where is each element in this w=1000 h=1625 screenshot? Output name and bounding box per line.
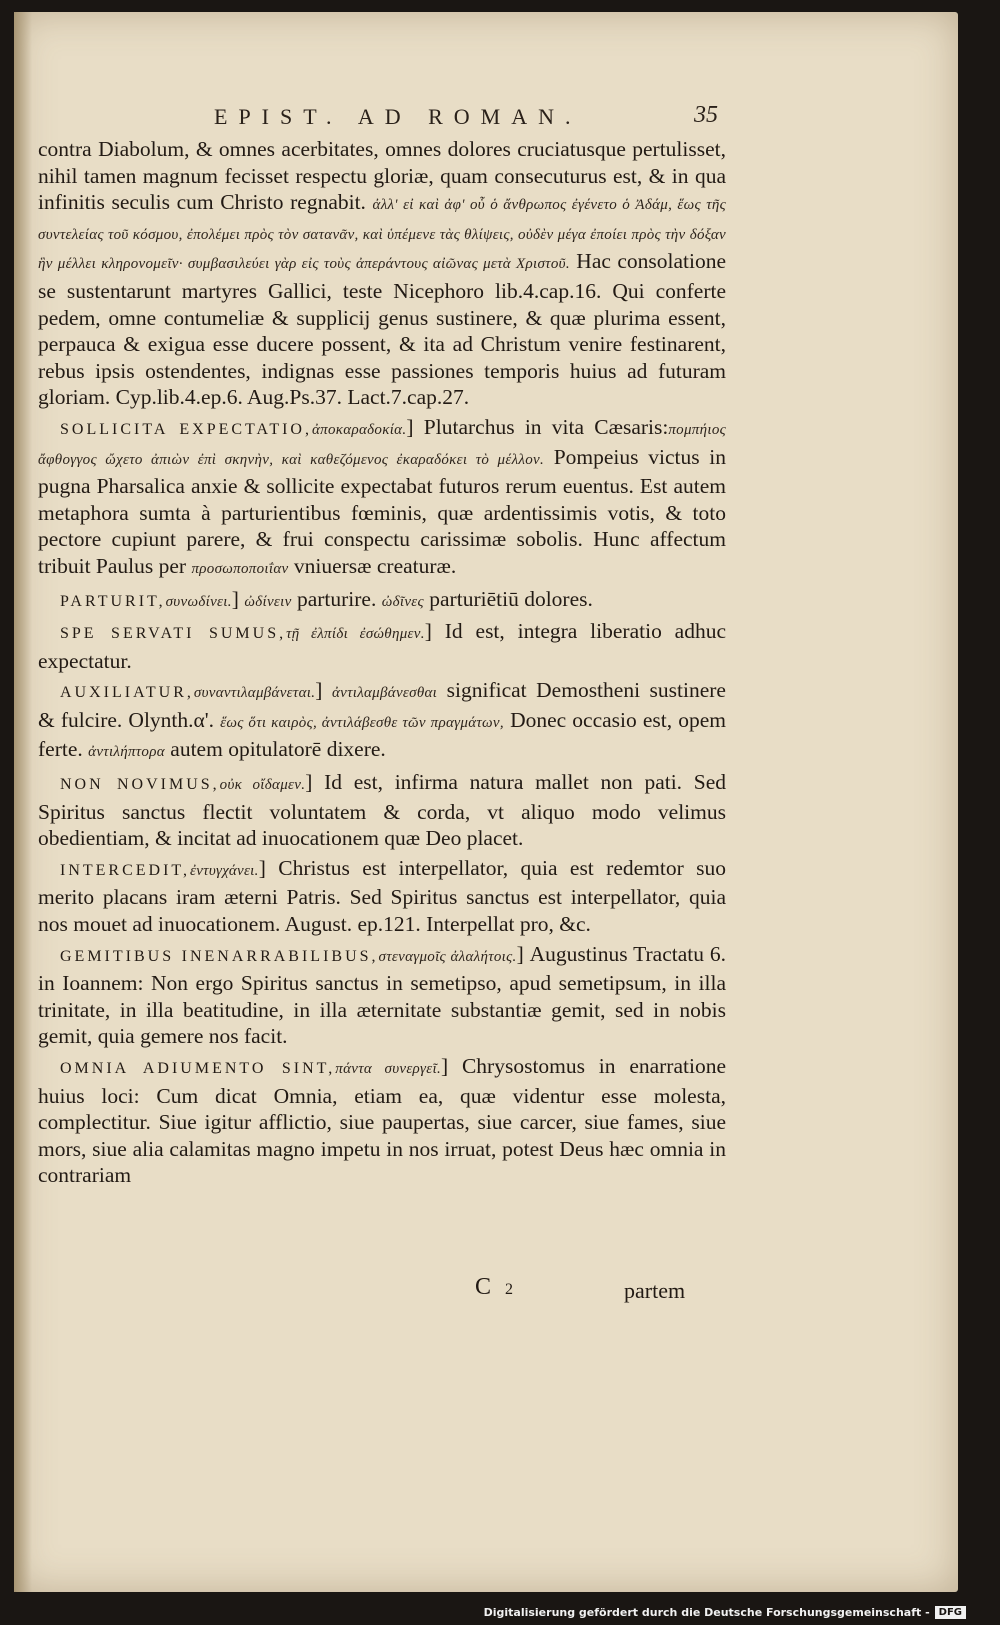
commentary-entry bbox=[38, 855, 726, 938]
greek-quotation: ἀποκαραδοκία. bbox=[311, 421, 407, 438]
latin-text: ] Id est, infirma natura mallet non pati. Sed Spiritus sanctus flectit voluntatem & corda, vt aliquo modo velimus obedientiam, & incitat ad inuocationem quæ Deo placet. bbox=[38, 770, 727, 851]
lemma-heading: OMNIA ADIUMENTO SINT, bbox=[60, 1060, 336, 1077]
dfg-logo: DFG bbox=[935, 1606, 966, 1619]
catchword: partem bbox=[624, 1278, 686, 1303]
page-body-text bbox=[38, 136, 726, 1189]
greek-quotation: στεναγμοῖς ἀλαλήτοις. bbox=[378, 948, 517, 965]
latin-text: parturire. bbox=[291, 586, 382, 611]
lemma-heading: GEMITIBUS INENARRABILIBUS, bbox=[60, 947, 379, 965]
lemma-heading: NON NOVIMUS, bbox=[60, 776, 220, 794]
commentary-entry bbox=[38, 1053, 726, 1189]
latin-text: significat Demostheni sustinere & fulcire. Olynth.α'. bbox=[38, 678, 726, 732]
commentary-paragraph bbox=[38, 136, 726, 411]
commentary-entry bbox=[38, 677, 726, 766]
greek-quotation: ἕως ὅτι καιρὸς, ἀντιλάβεσθε τῶν πραγμάτων, bbox=[220, 714, 504, 731]
greek-quotation: ὠδῖνες bbox=[381, 593, 424, 610]
page-number: 35 bbox=[694, 102, 718, 128]
latin-text: ] Augustinus Tractatu 6. in Ioannem: Non ergo Spiritus sanctus in semetipso, apud semetipsum, in illa trinitate, in illa beatitudine, in illa æternitate substantiæ gemit, sed in nobis gemit, quia gemere nos facit. bbox=[38, 941, 727, 1049]
latin-text: Pompeius victus in pugna Pharsalica anxie & sollicite expectabat futuros rerum euentus. Est autem metaphora sumta à parturientibus fœminis, quæ ardentissimis votis, & toto pectore cupiunt parere, & frui conspectu carissimæ sobolis. Hunc affectum tribuit Paulus per bbox=[38, 444, 726, 578]
latin-text: autem opitulatorē dixere. bbox=[164, 737, 386, 762]
greek-quotation: ἀντιλαμβάνεσθαι bbox=[331, 685, 438, 702]
commentary-entry bbox=[38, 941, 726, 1050]
book-page bbox=[14, 12, 958, 1592]
lemma-heading: PARTURIT, bbox=[60, 592, 166, 610]
page-header bbox=[14, 104, 958, 134]
latin-text: parturiētiū dolores. bbox=[423, 586, 593, 611]
greek-quotation: πομπήιος ἄφθογγος ὤχετο ἀπιὼν ἐπὶ σκηνὴν, καὶ καθεζόμενος ἐκαραδόκει τὸ μέλλον. bbox=[38, 421, 727, 468]
greek-quotation: συνωδίνει. bbox=[165, 593, 232, 610]
latin-text: ] Id est, integra liberatio adhuc expectatur. bbox=[38, 619, 727, 673]
latin-text: ] Chrysostomus in enarratione huius loci: Cum dicat Omnia, etiam ea, quæ videntur esse molesta, complectitur. Siue igitur afflictio, siue paupertas, siue carcer, siue fames, siue mors, siue alia calamitas magno impetu in nos irruat, potest Deus hæc omnia in contrariam bbox=[38, 1054, 727, 1188]
greek-quotation: ἐντυγχάνει. bbox=[190, 862, 259, 879]
latin-text: vniuersæ creaturæ. bbox=[288, 553, 457, 578]
latin-text: ] Plutarchus in vita Cæsaris: bbox=[406, 414, 669, 439]
greek-quotation: πάντα συνεργεῖ. bbox=[335, 1061, 441, 1077]
latin-text: ] bbox=[231, 586, 245, 611]
greek-quotation: τῇ ἐλπίδι ἐσώθημεν. bbox=[286, 626, 425, 643]
commentary-entry bbox=[38, 414, 726, 583]
credit-text: Digitalisierung gefördert durch die Deutsche Forschungsgemeinschaft - bbox=[483, 1606, 930, 1619]
latin-text: ] Christus est interpellator, quia est redemtor suo merito placans iram æterni Patris. Sed Spiritus sanctus est interpellator, quia nos mouet ad inuocationem. August. ep.121. Interpellat pro, &c. bbox=[38, 855, 726, 937]
greek-quotation: προσωποποιΐαν bbox=[191, 560, 289, 577]
running-head: EPIST. AD ROMAN. bbox=[214, 104, 582, 129]
digitization-credit bbox=[484, 1606, 966, 1619]
signature-letter: C bbox=[475, 1274, 492, 1300]
latin-text: Hac consolatione se sustentarunt martyres Gallici, teste Nicephoro lib.4.cap.16. Qui conferte pedem, omne contumeliæ & supplicij genus sustinere, & quæ plurima essent, perpauca & exigua esse ducere possent, & ita ad Christum venire festinarent, rebus ipsis ostendentes, indignas esse passiones temporis huius ad futuram gloriam. Cyp.lib.4.ep.6. Aug.Ps.37. Lact.7.cap.27. bbox=[38, 249, 726, 410]
lemma-heading: SPE SERVATI SUMUS, bbox=[60, 625, 287, 643]
greek-quotation: ὠδίνειν bbox=[244, 593, 292, 610]
commentary-entry bbox=[38, 769, 726, 852]
latin-text: Donec occasio est, opem ferte. bbox=[38, 707, 726, 762]
lemma-heading: AUXILIATUR, bbox=[60, 684, 194, 702]
greek-quotation: ἀλλ' εἰ καὶ ἀφ' οὗ ὁ ἄνθρωπος ἐγένετο ὁ Ἀδάμ, ἕως τῆς συντελείας τοῦ κόσμου, ἐπολέμει πρὸς τὸν σατανᾶν, καὶ ὑπέμενε τὰς θλίψεις, οὐδὲν μέγα ἐποίει πρὸς τὴν δόξαν ἣν μέλλει κληρονομεῖν· συμβασιλεύει γὰρ εἰς τοὺς ἀπεράντους αἰῶνας μετὰ Χριστοῦ. bbox=[38, 197, 726, 273]
latin-text: contra Diabolum, & omnes acerbitates, omnes dolores cruciatusque pertulisset, nihil tamen magnum fecisset respectu gloriæ, quam consecuturus est, & in qua infinitis seculis cum Christo regnabit. bbox=[38, 137, 726, 215]
commentary-entry bbox=[38, 618, 726, 674]
greek-quotation: οὐκ οἴδαμεν. bbox=[219, 777, 306, 794]
lemma-heading: SOLLICITA EXPECTATIO, bbox=[60, 420, 312, 438]
greek-quotation: συναντιλαμβάνεται. bbox=[193, 685, 316, 702]
commentary-entry bbox=[38, 586, 726, 616]
signature-number: 2 bbox=[505, 1281, 514, 1298]
lemma-heading: INTERCEDIT, bbox=[60, 861, 191, 879]
greek-quotation: ἀντιλήπτορα bbox=[88, 744, 165, 761]
page-footer bbox=[14, 1274, 958, 1304]
page-gutter-shadow bbox=[14, 12, 32, 1592]
latin-text: ] bbox=[315, 678, 332, 703]
signature-mark bbox=[475, 1274, 513, 1301]
